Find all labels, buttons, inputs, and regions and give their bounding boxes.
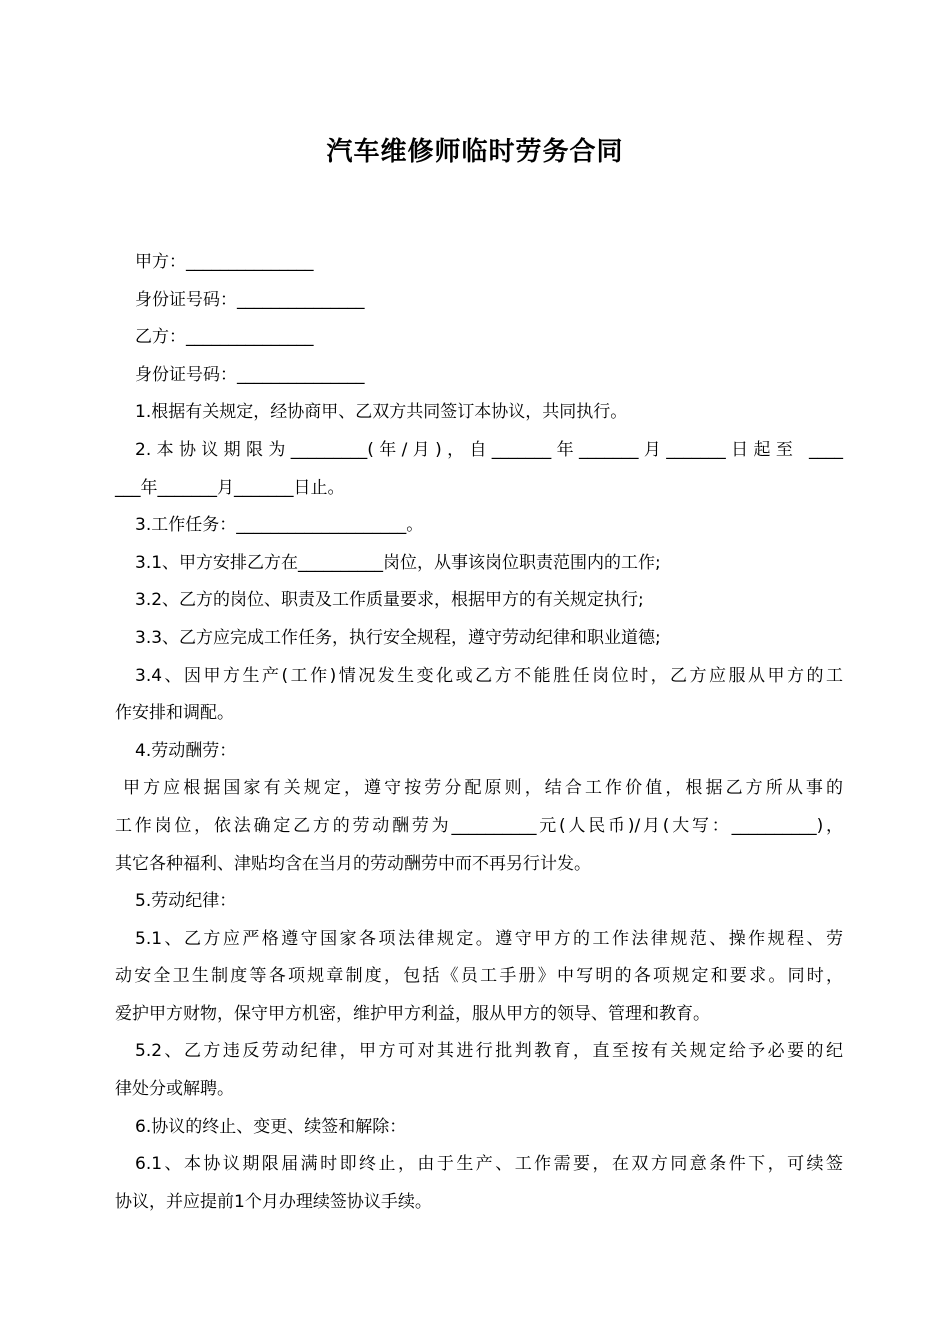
party-a-line: 甲方：_______________ [135,252,314,272]
clause-6-1-line-1: 6.1、本协议期限届满时即终止，由于生产、工作需要，在双方同意条件下，可续签 [135,1154,843,1175]
clause-5-heading: 5.劳动纪律： [135,891,237,912]
clause-3-2: 3.2、乙方的岗位、职责及工作质量要求，根据甲方的有关规定执行; [135,590,644,611]
clause-6-heading: 6.协议的终止、变更、续签和解除： [135,1116,407,1137]
clause-4-line-1: 甲方应根据国家有关规定，遵守按劳分配原则，结合工作价值，根据乙方所从事的 [123,778,843,799]
clause-5-1-line-1: 5.1、乙方应严格遵守国家各项法律规定。遵守甲方的工作法律规范、操作规程、劳 [135,928,843,949]
clause-2-line-1: 2.本协议期限为_________(年/月)，自_______年_______月_______日起至 ____ [135,439,843,460]
document-title: 汽车维修师临时劳务合同 [326,137,624,167]
clause-3-4-line-1: 3.4、因甲方生产(工作)情况发生变化或乙方不能胜任岗位时，乙方应服从甲方的工 [135,665,843,686]
clause-4-heading: 4.劳动酬劳： [135,740,237,761]
clause-4-line-2: 工作岗位，依法确定乙方的劳动酬劳为__________元(人民币)/月(大写：__________)， [115,815,843,836]
document-body [115,244,843,1221]
clause-5-2-line-2: 律处分或解聘。 [115,1079,234,1100]
party-a-id-line: 身份证号码：_______________ [135,289,365,310]
clause-2-line-2: ___年_______月_______日止。 [115,477,345,498]
clause-5-1-line-2: 动安全卫生制度等各项规章制度，包括《员工手册》中写明的各项规定和要求。同时， [115,966,843,987]
clause-4-line-3: 其它各种福利、津贴均含在当月的劳动酬劳中而不再另行计发。 [115,853,591,874]
clause-5-1-line-3: 爱护甲方财物，保守甲方机密，维护甲方利益，服从甲方的领导、管理和教育。 [115,1003,710,1024]
clause-6-1-line-2: 协议，并应提前1个月办理续签协议手续。 [115,1191,432,1212]
clause-3-1: 3.1、甲方安排乙方在__________岗位，从事该岗位职责范围内的工作; [135,552,661,573]
clause-5-2-line-1: 5.2、乙方违反劳动纪律，甲方可对其进行批判教育，直至按有关规定给予必要的纪 [135,1041,843,1062]
clause-1: 1.根据有关规定，经协商甲、乙双方共同签订本协议，共同执行。 [135,402,628,423]
clause-3-4-line-2: 作安排和调配。 [115,703,234,724]
party-b-id-line: 身份证号码：_______________ [135,364,365,385]
party-b-line: 乙方：_______________ [135,327,314,348]
clause-3: 3.工作任务：____________________。 [135,515,424,536]
clause-3-3: 3.3、乙方应完成工作任务，执行安全规程，遵守劳动纪律和职业道德; [135,627,661,648]
